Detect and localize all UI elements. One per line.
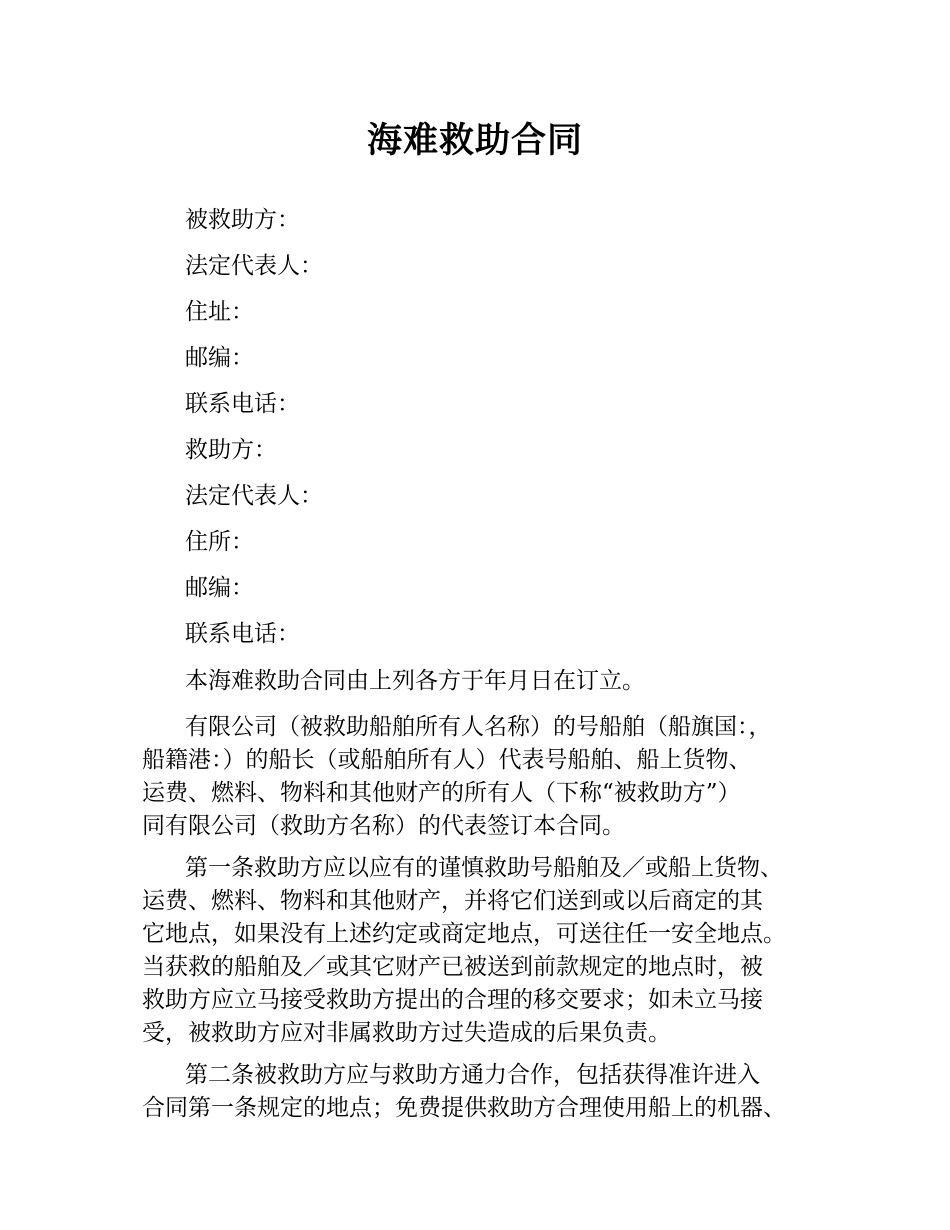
field-rescued-party: 被救助方：	[185, 207, 300, 233]
paragraph-line: 第一条救助方应以应有的谨慎救助号船舶及／或船上货物、	[185, 855, 783, 881]
paragraph-article-2	[142, 1059, 832, 1125]
field-salvor-postcode: 邮编：	[185, 575, 254, 601]
document-title: 海难救助合同	[366, 121, 583, 161]
paragraph-line: 同有限公司（救助方名称）的代表签订本合同。	[142, 813, 625, 839]
paragraph-parties	[142, 711, 832, 843]
paragraph-line: 第二条被救助方应与救助方通力合作，包括获得准许进入	[185, 1062, 760, 1088]
field-salvor: 救助方：	[185, 437, 277, 463]
paragraph-line: 当获救的船舶及／或其它财产已被送到前款规定的地点时，被	[142, 954, 763, 980]
field-rescued-phone: 联系电话：	[185, 391, 300, 417]
paragraph-line: 受，被救助方应对非属救助方过失造成的后果负责。	[142, 1020, 671, 1046]
paragraph-line: 救助方应立马接受救助方提出的合理的移交要求；如未立马接	[142, 987, 763, 1013]
field-salvor-legal-representative: 法定代表人：	[185, 483, 323, 509]
paragraph-line: 有限公司（被救助船舶所有人名称）的号船舶（船旗国：，	[185, 714, 772, 740]
paragraph-line: 合同第一条规定的地点；免费提供救助方合理使用船上的机器、	[142, 1095, 786, 1121]
field-rescued-legal-representative: 法定代表人：	[185, 253, 323, 279]
field-salvor-address: 住所：	[185, 529, 254, 555]
paragraph-article-1	[142, 852, 832, 1050]
paragraph-line: 船籍港：）的船长（或船舶所有人）代表号船舶、船上货物、	[142, 747, 752, 773]
paragraph-line: 运费、燃料、物料和其他财产，并将它们送到或以后商定的其	[142, 888, 763, 914]
paragraph-signing-date	[142, 665, 832, 698]
field-rescued-postcode: 邮编：	[185, 345, 254, 371]
paragraph-line: 本海难救助合同由上列各方于年月日在订立。	[185, 668, 645, 694]
field-rescued-address: 住址：	[185, 299, 254, 325]
paragraph-line: 它地点，如果没有上述约定或商定地点，可送往任一安全地点。	[142, 921, 786, 947]
field-salvor-phone: 联系电话：	[185, 621, 300, 647]
paragraph-line: 运费、燃料、物料和其他财产的所有人（下称“被救助方”）	[142, 780, 741, 806]
